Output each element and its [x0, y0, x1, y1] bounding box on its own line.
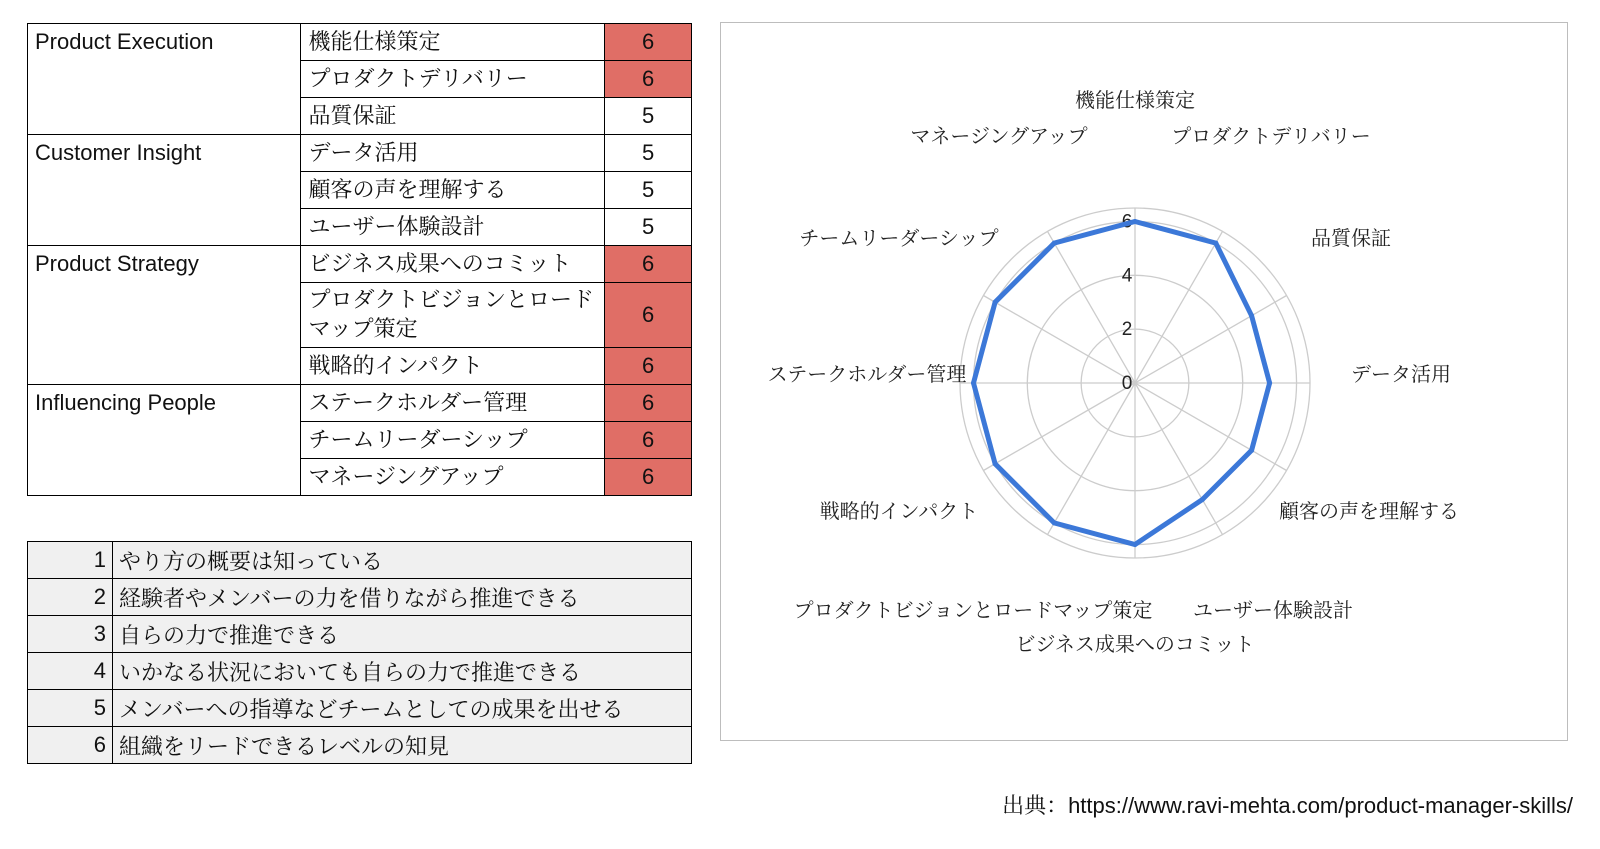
skill-name: 機能仕様策定 [301, 24, 605, 61]
category-name: Product Execution [28, 24, 301, 135]
skill-name: プロダクトビジョンとロードマップ策定 [301, 283, 605, 348]
level-legend-table [27, 541, 692, 764]
grid-spoke [1048, 383, 1136, 535]
skill-name: マネージングアップ [301, 459, 605, 496]
data-point [993, 300, 998, 305]
category-label: ステークホルダー管理 [767, 362, 967, 386]
legend-description: 組織をリードできるレベルの知見 [113, 727, 692, 764]
data-point [1249, 448, 1254, 453]
legend-level: 1 [28, 542, 113, 579]
legend-level: 4 [28, 653, 113, 690]
legend-level: 2 [28, 579, 113, 616]
data-point [1267, 381, 1272, 386]
skill-score: 5 [605, 98, 692, 135]
skill-name: ユーザー体験設計 [301, 209, 605, 246]
category-label: ユーザー体験設計 [1193, 598, 1353, 622]
skill-score: 6 [605, 61, 692, 98]
skill-row [28, 385, 692, 422]
skill-score: 6 [605, 459, 692, 496]
radial-tick-label: 6 [1121, 211, 1133, 233]
radial-tick-label: 4 [1121, 265, 1133, 287]
radar-chart [721, 23, 1569, 742]
data-point [1213, 241, 1218, 246]
data-point [1133, 542, 1138, 547]
category-label: ビジネス成果へのコミット [1015, 632, 1255, 656]
category-label: 品質保証 [1311, 226, 1391, 250]
skill-score: 6 [605, 246, 692, 283]
grid-spoke [983, 383, 1135, 471]
data-point [1133, 219, 1138, 224]
radial-tick-label: 0 [1121, 373, 1133, 394]
category-label: 戦略的インパクト [819, 499, 979, 523]
skill-score: 5 [605, 209, 692, 246]
grid-spoke [1135, 231, 1223, 383]
legend-row [28, 727, 692, 764]
category-label: プロダクトビジョンとロードマップ策定 [793, 598, 1153, 622]
radial-tick-label: 2 [1121, 319, 1133, 341]
grid-spoke [983, 296, 1135, 384]
skill-name: チームリーダーシップ [301, 422, 605, 459]
category-label: データ活用 [1351, 362, 1451, 386]
data-point [971, 381, 976, 386]
legend-level: 3 [28, 616, 113, 653]
category-name: Product Strategy [28, 246, 301, 385]
skill-row [28, 24, 692, 61]
skills-table [27, 23, 692, 496]
source-citation: 出典：https://www.ravi-mehta.com/product-manager-skills/ [1002, 793, 1573, 818]
legend-description: やり方の概要は知っている [113, 542, 692, 579]
legend-row [28, 616, 692, 653]
data-point [993, 461, 998, 466]
radar-chart-panel [720, 22, 1568, 741]
skill-name: 戦略的インパクト [301, 348, 605, 385]
legend-level: 5 [28, 690, 113, 727]
skill-score: 5 [605, 172, 692, 209]
data-point [1249, 313, 1254, 318]
grid-spoke [1135, 383, 1223, 535]
skill-name: 品質保証 [301, 98, 605, 135]
skill-score: 6 [605, 24, 692, 61]
category-name: Customer Insight [28, 135, 301, 246]
legend-row [28, 579, 692, 616]
category-label: チームリーダーシップ [799, 226, 999, 250]
skill-name: ビジネス成果へのコミット [301, 246, 605, 283]
legend-row [28, 653, 692, 690]
category-label: プロダクトデリバリー [1171, 124, 1371, 148]
data-point [1200, 497, 1205, 502]
skill-score: 6 [605, 422, 692, 459]
data-point [1052, 520, 1057, 525]
legend-description: 経験者やメンバーの力を借りながら推進できる [113, 579, 692, 616]
skill-row [28, 246, 692, 283]
skill-name: 顧客の声を理解する [301, 172, 605, 209]
grid-spoke [1048, 231, 1136, 383]
category-name: Influencing People [28, 385, 301, 496]
skill-name: プロダクトデリバリー [301, 61, 605, 98]
legend-description: メンバーへの指導などチームとしての成果を出せる [113, 690, 692, 727]
skill-score: 5 [605, 135, 692, 172]
skill-row [28, 135, 692, 172]
category-label: 機能仕様策定 [1075, 88, 1195, 112]
category-label: マネージングアップ [910, 124, 1088, 148]
legend-level: 6 [28, 727, 113, 764]
skill-score: 6 [605, 348, 692, 385]
legend-description: 自らの力で推進できる [113, 616, 692, 653]
skill-score: 6 [605, 385, 692, 422]
category-label: 顧客の声を理解する [1279, 499, 1459, 523]
skill-name: データ活用 [301, 135, 605, 172]
legend-description: いかなる状況においても自らの力で推進できる [113, 653, 692, 690]
data-point [1052, 241, 1057, 246]
skill-name: ステークホルダー管理 [301, 385, 605, 422]
skill-score: 6 [605, 283, 692, 348]
legend-row [28, 542, 692, 579]
legend-row [28, 690, 692, 727]
